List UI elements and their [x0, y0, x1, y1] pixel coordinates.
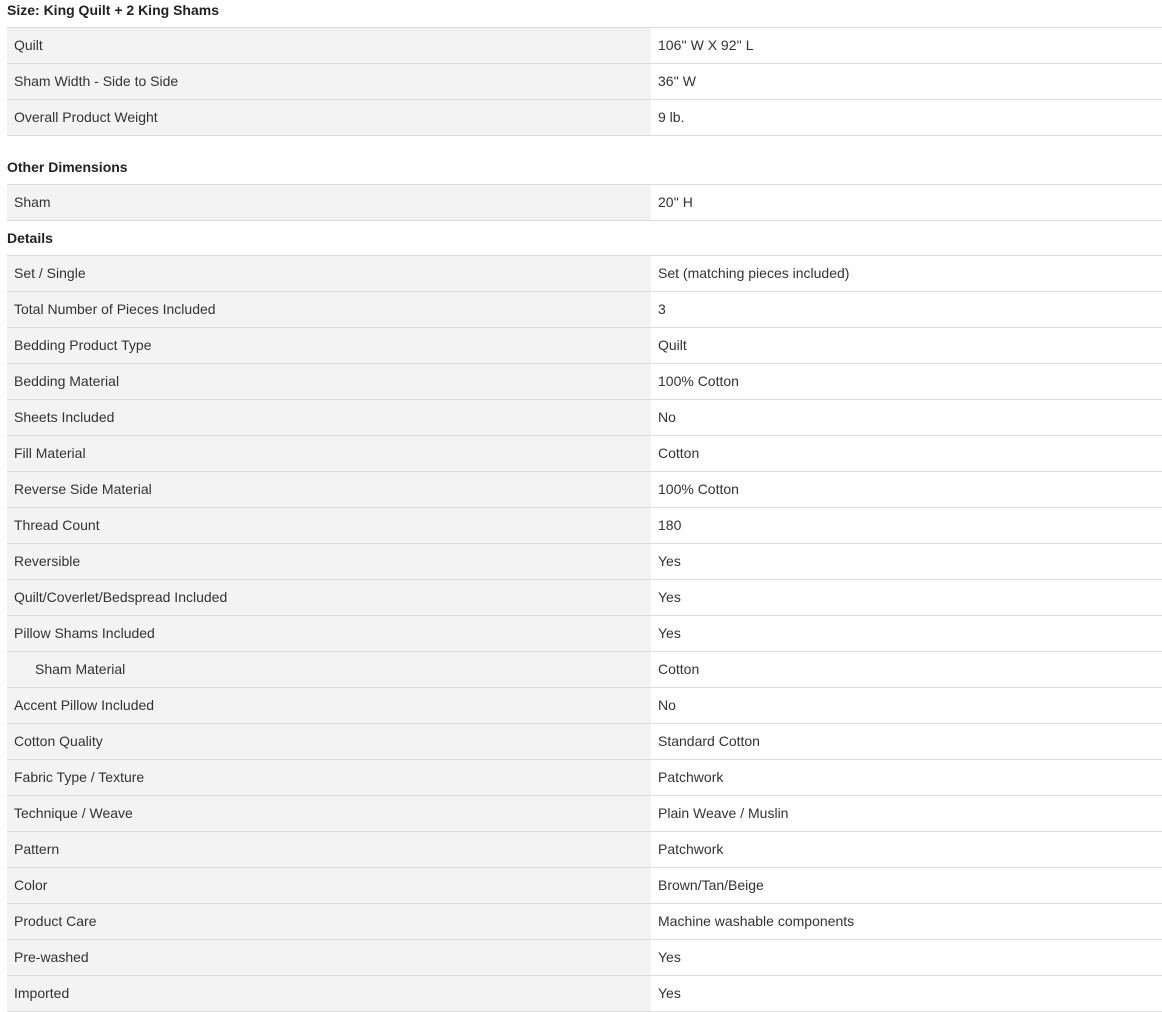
size-section-title: Size: King Quilt + 2 King Shams	[7, 2, 219, 18]
size-spec-table	[7, 27, 1162, 136]
details-spec-table	[7, 255, 1162, 1012]
table-row	[7, 976, 1162, 1012]
table-row	[7, 28, 1162, 64]
spec-value: 180	[651, 508, 1162, 543]
table-row	[7, 364, 1162, 400]
spec-value: No	[651, 400, 1162, 435]
spec-label: Reverse Side Material	[7, 472, 651, 507]
spec-value: Patchwork	[651, 832, 1162, 867]
spec-label: Quilt/Coverlet/Bedspread Included	[7, 580, 651, 615]
other-dimensions-spec-table	[7, 184, 1162, 221]
spec-value: 106'' W X 92'' L	[651, 28, 1162, 63]
spec-value: Yes	[651, 580, 1162, 615]
spec-value: Cotton	[651, 652, 1162, 687]
table-row	[7, 616, 1162, 652]
table-row	[7, 100, 1162, 136]
table-row	[7, 256, 1162, 292]
spec-value: Yes	[651, 616, 1162, 651]
table-row	[7, 652, 1162, 688]
spec-label: Reversible	[7, 544, 651, 579]
spec-value: Cotton	[651, 436, 1162, 471]
spec-label: Product Care	[7, 904, 651, 939]
spec-value: Quilt	[651, 328, 1162, 363]
spec-value: Yes	[651, 940, 1162, 975]
spec-value: 20'' H	[651, 185, 1162, 220]
spec-value: 9 lb.	[651, 100, 1162, 135]
spec-value: 100% Cotton	[651, 472, 1162, 507]
details-section-title: Details	[7, 230, 53, 246]
spec-label: Sheets Included	[7, 400, 651, 435]
spec-label: Overall Product Weight	[7, 100, 651, 135]
spec-label-sub: Sham Material	[7, 652, 651, 687]
table-row	[7, 796, 1162, 832]
spec-value: 36'' W	[651, 64, 1162, 99]
table-row	[7, 832, 1162, 868]
spec-value: Machine washable components	[651, 904, 1162, 939]
table-row	[7, 868, 1162, 904]
table-row	[7, 64, 1162, 100]
spec-label: Pillow Shams Included	[7, 616, 651, 651]
spec-label: Pattern	[7, 832, 651, 867]
spec-value: 3	[651, 292, 1162, 327]
spec-label: Imported	[7, 976, 651, 1011]
table-row	[7, 544, 1162, 580]
table-row	[7, 580, 1162, 616]
table-row	[7, 904, 1162, 940]
table-row	[7, 328, 1162, 364]
spec-label: Sham	[7, 185, 651, 220]
spec-value: Plain Weave / Muslin	[651, 796, 1162, 831]
spec-value: Set (matching pieces included)	[651, 256, 1162, 291]
spec-label: Bedding Product Type	[7, 328, 651, 363]
spec-label: Total Number of Pieces Included	[7, 292, 651, 327]
table-row	[7, 940, 1162, 976]
table-row	[7, 292, 1162, 328]
table-row	[7, 688, 1162, 724]
other-dimensions-section-title: Other Dimensions	[7, 159, 128, 175]
table-row	[7, 436, 1162, 472]
spec-label: Fill Material	[7, 436, 651, 471]
spec-label: Fabric Type / Texture	[7, 760, 651, 795]
spec-value: Patchwork	[651, 760, 1162, 795]
spec-label: Technique / Weave	[7, 796, 651, 831]
spec-label: Thread Count	[7, 508, 651, 543]
spec-label: Quilt	[7, 28, 651, 63]
spec-value: Standard Cotton	[651, 724, 1162, 759]
spec-value: 100% Cotton	[651, 364, 1162, 399]
table-row	[7, 760, 1162, 796]
spec-value: Yes	[651, 544, 1162, 579]
table-row	[7, 472, 1162, 508]
table-row	[7, 724, 1162, 760]
spec-label: Sham Width - Side to Side	[7, 64, 651, 99]
spec-label: Color	[7, 868, 651, 903]
table-row	[7, 400, 1162, 436]
spec-value: Brown/Tan/Beige	[651, 868, 1162, 903]
table-row	[7, 185, 1162, 221]
spec-value: Yes	[651, 976, 1162, 1011]
spec-label: Pre-washed	[7, 940, 651, 975]
table-row	[7, 508, 1162, 544]
spec-label: Cotton Quality	[7, 724, 651, 759]
spec-label: Accent Pillow Included	[7, 688, 651, 723]
spec-value: No	[651, 688, 1162, 723]
spec-label: Bedding Material	[7, 364, 651, 399]
spec-label: Set / Single	[7, 256, 651, 291]
